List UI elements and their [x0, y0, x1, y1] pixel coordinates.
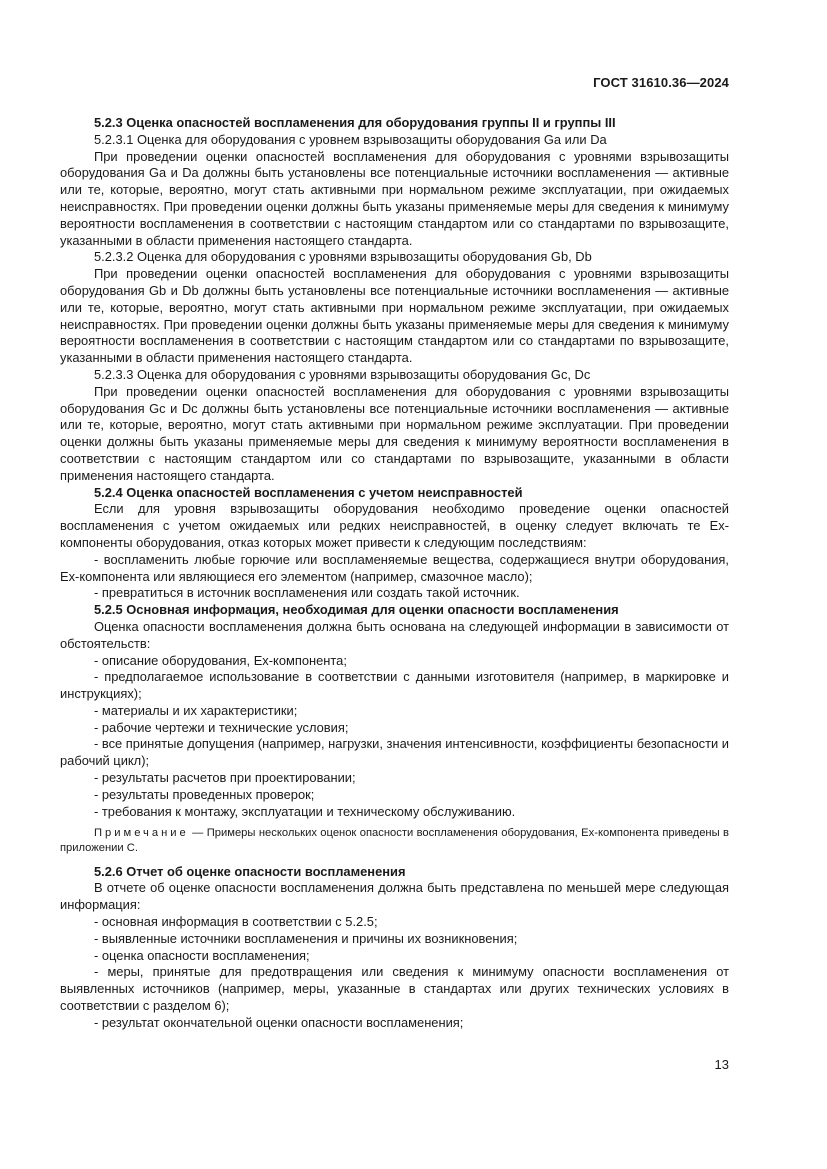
subsection-title-5-2-3-1: 5.2.3.1 Оценка для оборудования с уровнем взрывозащиты оборудования Ga или Da	[94, 131, 607, 147]
list-item: - воспламенить любые горючие или воспламеняемые вещества, содержащиеся внутри оборудования, Ex-компонента или являющиеся его элементом (например, смазочное масло);	[60, 551, 729, 584]
list-item: - результаты проведенных проверок;	[94, 786, 315, 802]
list-item: - результат окончательной оценки опасности воспламенения;	[94, 1014, 464, 1030]
list-item: - требования к монтажу, эксплуатации и техническому обслуживанию.	[94, 803, 516, 819]
page-body	[60, 115, 729, 1032]
list-item: - предполагаемое использование в соответствии с данными изготовителя (например, в маркировке и инструкциях);	[60, 669, 729, 702]
list-item: - оценка опасности воспламенения;	[94, 947, 310, 963]
list-item: - рабочие чертежи и технические условия;	[94, 719, 349, 735]
list-item: - описание оборудования, Ex-компонента;	[94, 652, 347, 668]
section-heading-5-2-4: 5.2.4 Оценка опасностей воспламенения с учетом неисправностей	[94, 484, 523, 500]
list-item: - материалы и их характеристики;	[94, 702, 298, 718]
list-item: - меры, принятые для предотвращения или сведения к минимуму опасности воспламенения от выявленных источников (например, меры, указанные в стандартах или других технических условиях в соответствии с разделом 6);	[60, 964, 729, 1014]
list-item: - все принятые допущения (например, нагрузки, значения интенсивности, коэффициенты безопасности и рабочий цикл);	[60, 736, 729, 769]
paragraph: При проведении оценки опасностей воспламенения для оборудования с уровнями взрывозащиты оборудования Gb и Db должны быть установлены все потенциальные источники воспламенения — активные или те, которые, вероятно, могут стать активными при нормальном режиме эксплуатации, при ожидаемых неисправностях. При проведении оценки должны быть указаны применяемые меры для сведения к минимуму вероятности воспламенения в соответствии с настоящим стандартом или со стандартами по взрывозащите, указанными в области применения настоящего стандарта.	[60, 266, 729, 366]
standard-code: ГОСТ 31610.36—2024	[593, 75, 729, 90]
paragraph: Если для уровня взрывозащиты оборудования необходимо проведение оценки опасностей воспламенения с учетом ожидаемых или редких неисправностей, в оценку следует включать те Ex-компоненты оборудования, отказ которых может привести к следующим последствиям:	[60, 501, 729, 550]
subsection-title-5-2-3-3: 5.2.3.3 Оценка для оборудования с уровнями взрывозащиты оборудования Gc, Dc	[94, 366, 591, 382]
section-heading-5-2-6: 5.2.6 Отчет об оценке опасности воспламенения	[94, 863, 406, 879]
paragraph: При проведении оценки опасностей воспламенения для оборудования с уровнями взрывозащиты оборудования Gc и Dc должны быть установлены все потенциальные источники воспламенения — активные или те, которые, вероятно, могут стать активными при нормальном режиме эксплуатации. При проведении оценки должны быть указаны применяемые меры для сведения к минимуму вероятности воспламенения в соответствии с настоящим стандартом или со стандартами по взрывозащите, указанными в области применения настоящего стандарта.	[60, 383, 729, 483]
list-item: - результаты расчетов при проектировании;	[94, 770, 356, 786]
section-heading-5-2-5: 5.2.5 Основная информация, необходимая для оценки опасности воспламенения	[94, 602, 619, 618]
paragraph: Оценка опасности воспламенения должна быть основана на следующей информации в зависимости от обстоятельств:	[60, 618, 729, 651]
page-number: 13	[714, 1057, 729, 1072]
list-item: - основная информация в соответствии с 5.2.5;	[94, 914, 378, 930]
subsection-title-5-2-3-2: 5.2.3.2 Оценка для оборудования с уровнями взрывозащиты оборудования Gb, Db	[94, 249, 592, 265]
paragraph: При проведении оценки опасностей воспламенения для оборудования с уровнями взрывозащиты оборудования Ga и Da должны быть установлены все потенциальные источники воспламенения — активные или те, которые, вероятно, могут стать активными при нормальном режиме эксплуатации, при ожидаемых неисправностях. При проведении оценки должны быть указаны применяемые меры для сведения к минимуму вероятности воспламенения в соответствии с настоящим стандартом или со стандартами по взрывозащите, указанными в области применения настоящего стандарта.	[60, 148, 729, 248]
list-item: - выявленные источники воспламенения и причины их возникновения;	[94, 930, 518, 946]
list-item: - превратиться в источник воспламенения или создать такой источник.	[94, 585, 520, 601]
note-text: — Примеры нескольких оценок опасности воспламенения оборудования, Ex-компонента приведены в приложении С.	[60, 827, 729, 855]
note-label: Примечание	[94, 827, 189, 840]
note	[60, 826, 729, 855]
section-heading-5-2-3: 5.2.3 Оценка опасностей воспламенения для оборудования группы II и группы III	[94, 115, 616, 130]
paragraph: В отчете об оценке опасности воспламенения должна быть представлена по меньшей мере следующая информация:	[60, 880, 729, 913]
